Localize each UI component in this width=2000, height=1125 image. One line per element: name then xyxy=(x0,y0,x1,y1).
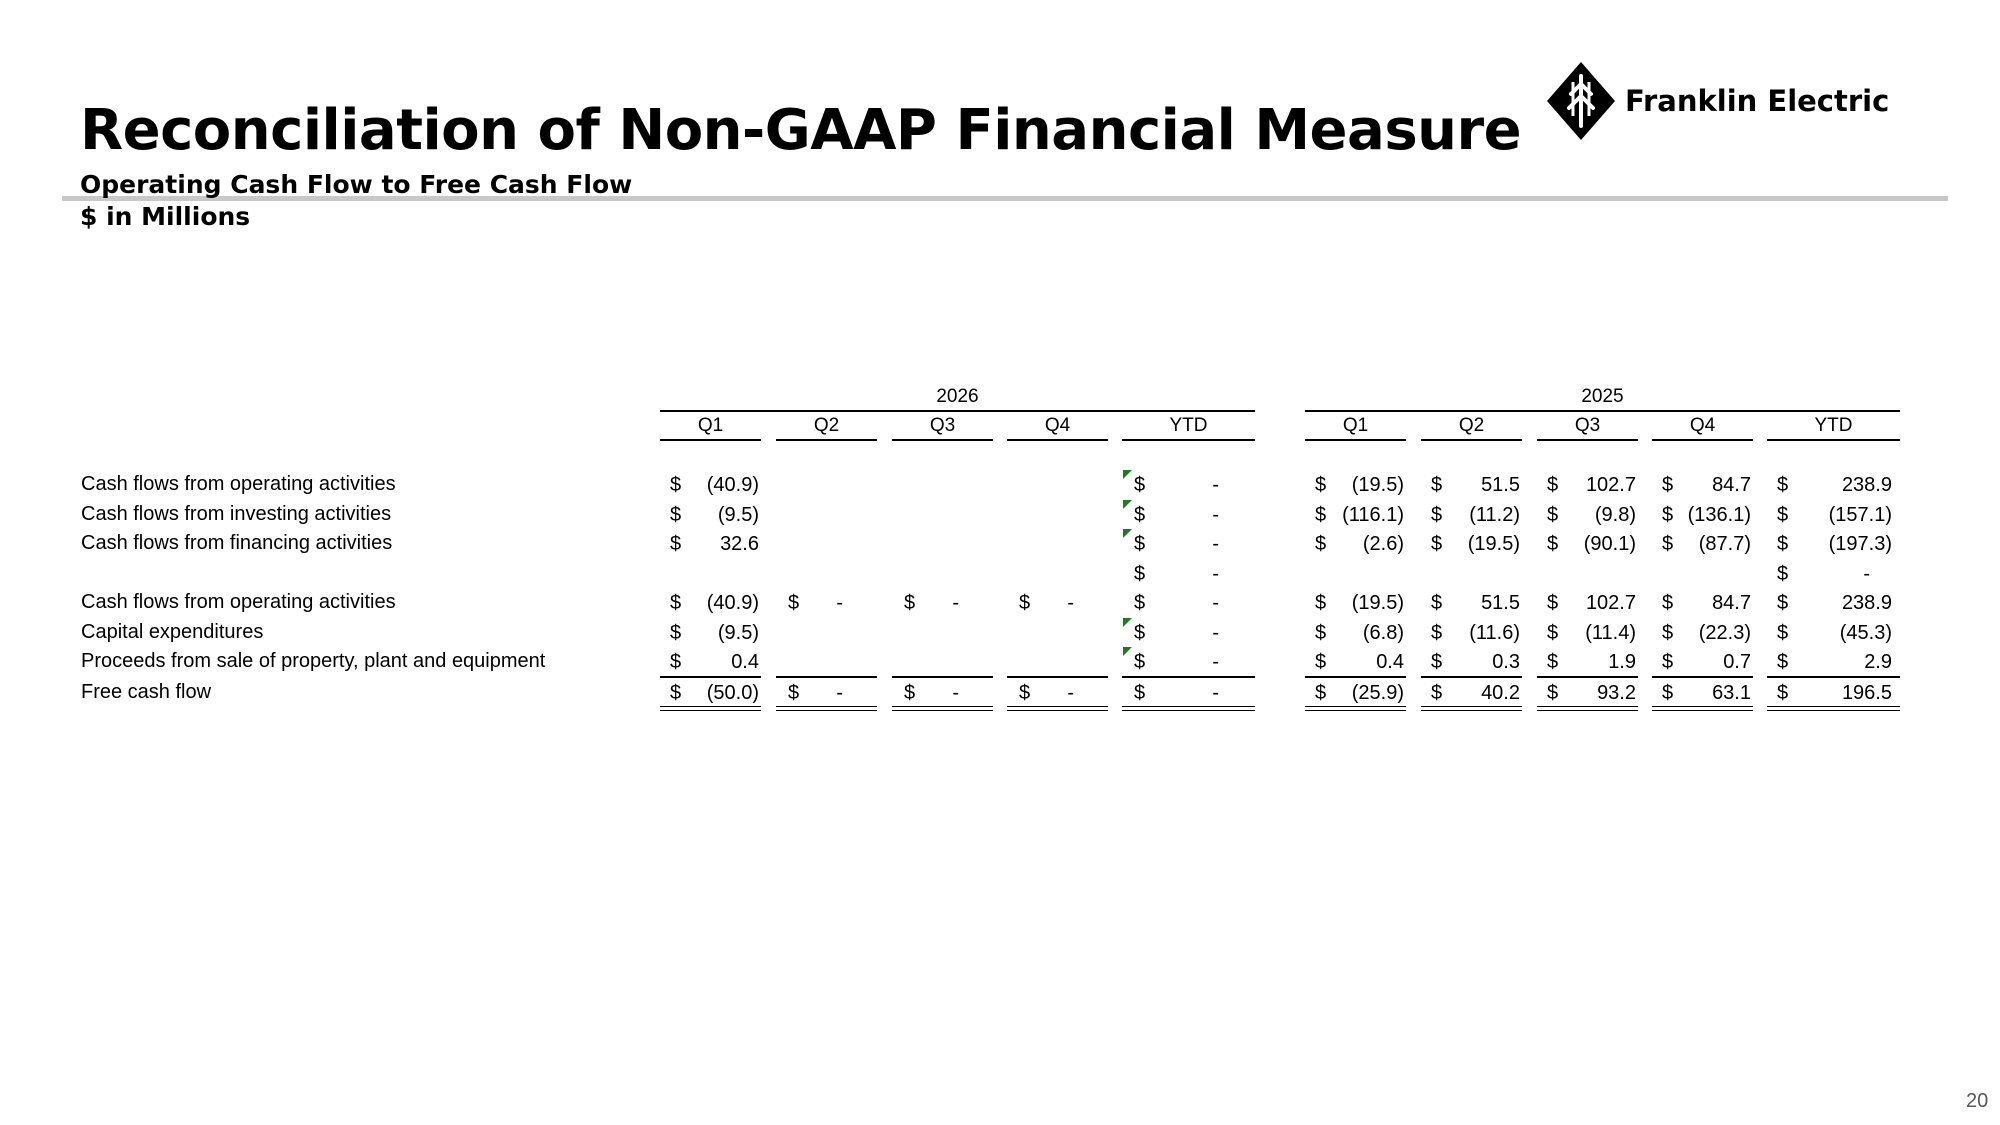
cell-value: (9.8) xyxy=(1594,504,1636,526)
currency-symbol: $ xyxy=(1547,592,1559,614)
cell-value: (22.3) xyxy=(1698,622,1751,644)
column-header-underline xyxy=(776,439,877,441)
subtotal-underline xyxy=(1421,676,1522,678)
subtotal-underline xyxy=(1007,676,1108,678)
cell-value: 196.5 xyxy=(1841,682,1892,704)
table-cell xyxy=(1305,649,1406,675)
table-cell xyxy=(660,649,761,675)
currency-symbol: $ xyxy=(670,474,682,496)
currency-symbol: $ xyxy=(1019,592,1031,614)
cell-value: (40.9) xyxy=(706,474,759,496)
table-cell xyxy=(776,680,877,706)
currency-symbol: $ xyxy=(670,682,682,704)
cell-value: 93.2 xyxy=(1597,682,1636,704)
currency-symbol: $ xyxy=(1777,474,1789,496)
table-cell xyxy=(892,590,993,616)
column-header-underline xyxy=(1652,439,1753,441)
cell-value: - xyxy=(1212,474,1219,496)
table-cell xyxy=(1007,590,1108,616)
currency-symbol: $ xyxy=(1662,504,1674,526)
total-double-underline xyxy=(1305,706,1406,711)
cell-value: - xyxy=(1212,592,1219,614)
table-cell xyxy=(1537,649,1638,675)
total-double-underline xyxy=(1652,706,1753,711)
cell-value: (157.1) xyxy=(1828,504,1892,526)
currency-symbol: $ xyxy=(670,651,682,673)
cell-value: (11.4) xyxy=(1585,622,1636,644)
column-header: Q3 xyxy=(929,415,956,436)
currency-symbol: $ xyxy=(1315,682,1327,704)
cell-value: - xyxy=(1212,682,1219,704)
subtotal-underline xyxy=(1652,676,1753,678)
row-label: Cash flows from financing activities xyxy=(81,532,393,554)
currency-symbol: $ xyxy=(1547,504,1559,526)
table-cell xyxy=(1537,502,1638,528)
table-cell xyxy=(1007,680,1108,706)
column-header: Q2 xyxy=(1458,415,1485,436)
table-cell xyxy=(892,680,993,706)
cell-value: 0.4 xyxy=(731,651,759,673)
column-header-underline xyxy=(1305,439,1406,441)
table-cell xyxy=(1767,680,1900,706)
total-double-underline xyxy=(892,706,993,711)
currency-symbol: $ xyxy=(1547,622,1559,644)
row-label: Free cash flow xyxy=(81,681,212,703)
currency-symbol: $ xyxy=(1662,592,1674,614)
currency-symbol: $ xyxy=(1777,651,1789,673)
row-label: Proceeds from sale of property, plant and equipment xyxy=(81,650,546,672)
table-cell xyxy=(1537,620,1638,646)
column-header: Q1 xyxy=(697,415,724,436)
cell-value: 84.7 xyxy=(1712,474,1751,496)
currency-symbol: $ xyxy=(1431,682,1443,704)
currency-symbol: $ xyxy=(1431,474,1443,496)
cell-value: - xyxy=(836,682,843,704)
cell-value: 238.9 xyxy=(1841,592,1892,614)
table-cell xyxy=(1537,531,1638,557)
cell-value: (2.6) xyxy=(1362,533,1404,555)
table-cell xyxy=(1305,680,1406,706)
table-cell xyxy=(660,472,761,498)
cell-value: (50.0) xyxy=(706,682,759,704)
subtotal-underline xyxy=(1305,676,1406,678)
column-header: Q4 xyxy=(1689,415,1716,436)
currency-symbol: $ xyxy=(1431,622,1443,644)
cell-value: (11.6) xyxy=(1469,622,1520,644)
currency-symbol: $ xyxy=(1431,592,1443,614)
table-cell xyxy=(1421,472,1522,498)
currency-symbol: $ xyxy=(1662,622,1674,644)
table-cell xyxy=(776,590,877,616)
table-cell xyxy=(1652,620,1753,646)
cell-value: - xyxy=(1863,563,1870,585)
table-cell xyxy=(1421,620,1522,646)
table-cell xyxy=(1767,502,1900,528)
column-header-underline xyxy=(1537,439,1638,441)
table-cell xyxy=(1652,531,1753,557)
currency-symbol: $ xyxy=(1662,651,1674,673)
subtotal-underline xyxy=(776,676,877,678)
subtotal-underline xyxy=(1122,676,1255,678)
total-double-underline xyxy=(1767,706,1900,711)
currency-symbol: $ xyxy=(1777,504,1789,526)
table-cell xyxy=(1537,472,1638,498)
currency-symbol: $ xyxy=(1315,474,1327,496)
table-cell xyxy=(1652,680,1753,706)
currency-symbol: $ xyxy=(1777,563,1789,585)
column-header: Q2 xyxy=(813,415,840,436)
currency-symbol: $ xyxy=(1547,533,1559,555)
year-header: 2025 xyxy=(1581,386,1624,407)
cell-value: (87.7) xyxy=(1698,533,1751,555)
table-cell xyxy=(1305,472,1406,498)
total-double-underline xyxy=(776,706,877,711)
cell-value: (45.3) xyxy=(1839,622,1892,644)
table-cell xyxy=(1305,590,1406,616)
cell-value: 63.1 xyxy=(1712,682,1751,704)
currency-symbol: $ xyxy=(1431,533,1443,555)
currency-symbol: $ xyxy=(1315,504,1327,526)
column-header-underline xyxy=(660,439,761,441)
column-header-underline xyxy=(1007,439,1108,441)
cell-value: (25.9) xyxy=(1351,682,1404,704)
currency-symbol: $ xyxy=(1134,474,1146,496)
table-cell xyxy=(1122,620,1255,646)
error-indicator-flag xyxy=(1123,647,1132,656)
table-cell xyxy=(660,620,761,646)
currency-symbol: $ xyxy=(1134,682,1146,704)
cell-value: (197.3) xyxy=(1828,533,1892,555)
row-label: Capital expenditures xyxy=(81,621,264,643)
currency-symbol: $ xyxy=(1134,592,1146,614)
page-title: Reconciliation of Non-GAAP Financial Measure xyxy=(80,98,1522,163)
table-cell xyxy=(660,590,761,616)
table-cell xyxy=(1537,680,1638,706)
column-header-underline xyxy=(1122,439,1255,441)
column-header-underline xyxy=(1421,439,1522,441)
currency-symbol: $ xyxy=(1315,651,1327,673)
table-cell xyxy=(1767,590,1900,616)
error-indicator-flag xyxy=(1123,618,1132,627)
currency-symbol: $ xyxy=(1134,504,1146,526)
cell-value: - xyxy=(1067,592,1074,614)
cell-value: 84.7 xyxy=(1712,592,1751,614)
column-header: YTD xyxy=(1814,415,1853,436)
column-header: Q1 xyxy=(1342,415,1369,436)
page-number: 20 xyxy=(1966,1090,1989,1112)
cell-value: 32.6 xyxy=(720,533,759,555)
total-double-underline xyxy=(1537,706,1638,711)
currency-symbol: $ xyxy=(1777,622,1789,644)
subtotal-underline xyxy=(1537,676,1638,678)
currency-symbol: $ xyxy=(788,592,800,614)
cell-value: (11.2) xyxy=(1469,504,1520,526)
cell-value: - xyxy=(836,592,843,614)
cell-value: (90.1) xyxy=(1583,533,1636,555)
column-header: Q4 xyxy=(1044,415,1071,436)
currency-symbol: $ xyxy=(1134,563,1146,585)
column-header: Q3 xyxy=(1574,415,1601,436)
cell-value: 238.9 xyxy=(1841,474,1892,496)
table-cell xyxy=(1305,531,1406,557)
cell-value: (9.5) xyxy=(717,504,759,526)
currency-symbol: $ xyxy=(904,682,916,704)
table-cell xyxy=(1421,502,1522,528)
table-cell xyxy=(1652,649,1753,675)
cell-value: - xyxy=(1212,504,1219,526)
table-cell xyxy=(1305,620,1406,646)
currency-symbol: $ xyxy=(1315,592,1327,614)
cell-value: 102.7 xyxy=(1585,474,1636,496)
table-cell xyxy=(660,531,761,557)
currency-symbol: $ xyxy=(1777,533,1789,555)
currency-symbol: $ xyxy=(1134,651,1146,673)
total-double-underline xyxy=(1421,706,1522,711)
currency-symbol: $ xyxy=(1019,682,1031,704)
currency-symbol: $ xyxy=(670,622,682,644)
currency-symbol: $ xyxy=(1315,533,1327,555)
row-label: Cash flows from investing activities xyxy=(81,503,392,525)
cell-value: 0.4 xyxy=(1376,651,1404,673)
error-indicator-flag xyxy=(1123,529,1132,538)
currency-symbol: $ xyxy=(1547,474,1559,496)
currency-symbol: $ xyxy=(1662,682,1674,704)
currency-symbol: $ xyxy=(1431,651,1443,673)
year-header: 2026 xyxy=(936,386,979,407)
column-header-underline xyxy=(892,439,993,441)
cell-value: - xyxy=(952,592,959,614)
cell-value: (19.5) xyxy=(1351,474,1404,496)
table-cell xyxy=(1122,531,1255,557)
currency-symbol: $ xyxy=(1662,474,1674,496)
currency-symbol: $ xyxy=(904,592,916,614)
table-cell xyxy=(1122,680,1255,706)
subtotal-underline xyxy=(660,676,761,678)
total-double-underline xyxy=(1007,706,1108,711)
cell-value: 51.5 xyxy=(1481,474,1520,496)
units-label: $ in Millions xyxy=(80,202,251,231)
cell-value: - xyxy=(1212,651,1219,673)
cell-value: - xyxy=(1212,563,1219,585)
row-label: Cash flows from operating activities xyxy=(81,591,396,613)
logo-text: Franklin Electric xyxy=(1625,84,1890,118)
table-cell xyxy=(660,680,761,706)
table-cell xyxy=(1767,561,1900,587)
table-cell xyxy=(1122,649,1255,675)
table-cell xyxy=(660,502,761,528)
table-cell xyxy=(1122,561,1255,587)
currency-symbol: $ xyxy=(1315,622,1327,644)
column-header: YTD xyxy=(1169,415,1208,436)
cell-value: 51.5 xyxy=(1481,592,1520,614)
row-label: Cash flows from operating activities xyxy=(81,473,396,495)
table-cell xyxy=(1122,590,1255,616)
column-header-underline xyxy=(1767,439,1900,441)
page-subtitle: Operating Cash Flow to Free Cash Flow xyxy=(80,170,633,199)
cell-value: 1.9 xyxy=(1608,651,1636,673)
table-cell xyxy=(1537,590,1638,616)
table-cell xyxy=(1305,502,1406,528)
currency-symbol: $ xyxy=(1431,504,1443,526)
cell-value: - xyxy=(1212,622,1219,644)
currency-symbol: $ xyxy=(1662,533,1674,555)
table-cell xyxy=(1767,472,1900,498)
table-cell xyxy=(1421,649,1522,675)
currency-symbol: $ xyxy=(1547,651,1559,673)
table-cell xyxy=(1652,472,1753,498)
cell-value: 102.7 xyxy=(1585,592,1636,614)
currency-symbol: $ xyxy=(670,533,682,555)
table-cell xyxy=(1767,649,1900,675)
table-cell xyxy=(1122,502,1255,528)
table-cell xyxy=(1767,531,1900,557)
cell-value: (6.8) xyxy=(1362,622,1404,644)
cell-value: - xyxy=(1212,533,1219,555)
currency-symbol: $ xyxy=(1777,592,1789,614)
table-cell xyxy=(1652,502,1753,528)
cell-value: (9.5) xyxy=(717,622,759,644)
cell-value: - xyxy=(952,682,959,704)
currency-symbol: $ xyxy=(1777,682,1789,704)
cell-value: - xyxy=(1067,682,1074,704)
cell-value: 40.2 xyxy=(1481,682,1520,704)
cell-value: 0.7 xyxy=(1723,651,1751,673)
year-underline xyxy=(1305,410,1900,412)
table-cell xyxy=(1421,680,1522,706)
cell-value: (136.1) xyxy=(1687,504,1751,526)
currency-symbol: $ xyxy=(670,592,682,614)
cell-value: (19.5) xyxy=(1467,533,1520,555)
cell-value: 0.3 xyxy=(1492,651,1520,673)
table-cell xyxy=(1767,620,1900,646)
cell-value: (19.5) xyxy=(1351,592,1404,614)
currency-symbol: $ xyxy=(1547,682,1559,704)
total-double-underline xyxy=(660,706,761,711)
table-cell xyxy=(1652,590,1753,616)
subtotal-underline xyxy=(1767,676,1900,678)
table-cell xyxy=(1421,590,1522,616)
currency-symbol: $ xyxy=(1134,533,1146,555)
currency-symbol: $ xyxy=(670,504,682,526)
year-underline xyxy=(660,410,1255,412)
error-indicator-flag xyxy=(1123,500,1132,509)
table-cell xyxy=(1122,472,1255,498)
subtotal-underline xyxy=(892,676,993,678)
table-cell xyxy=(1421,531,1522,557)
currency-symbol: $ xyxy=(1134,622,1146,644)
error-indicator-flag xyxy=(1123,470,1132,479)
currency-symbol: $ xyxy=(788,682,800,704)
cell-value: 2.9 xyxy=(1864,651,1892,673)
cell-value: (40.9) xyxy=(706,592,759,614)
total-double-underline xyxy=(1122,706,1255,711)
cell-value: (116.1) xyxy=(1342,504,1404,526)
